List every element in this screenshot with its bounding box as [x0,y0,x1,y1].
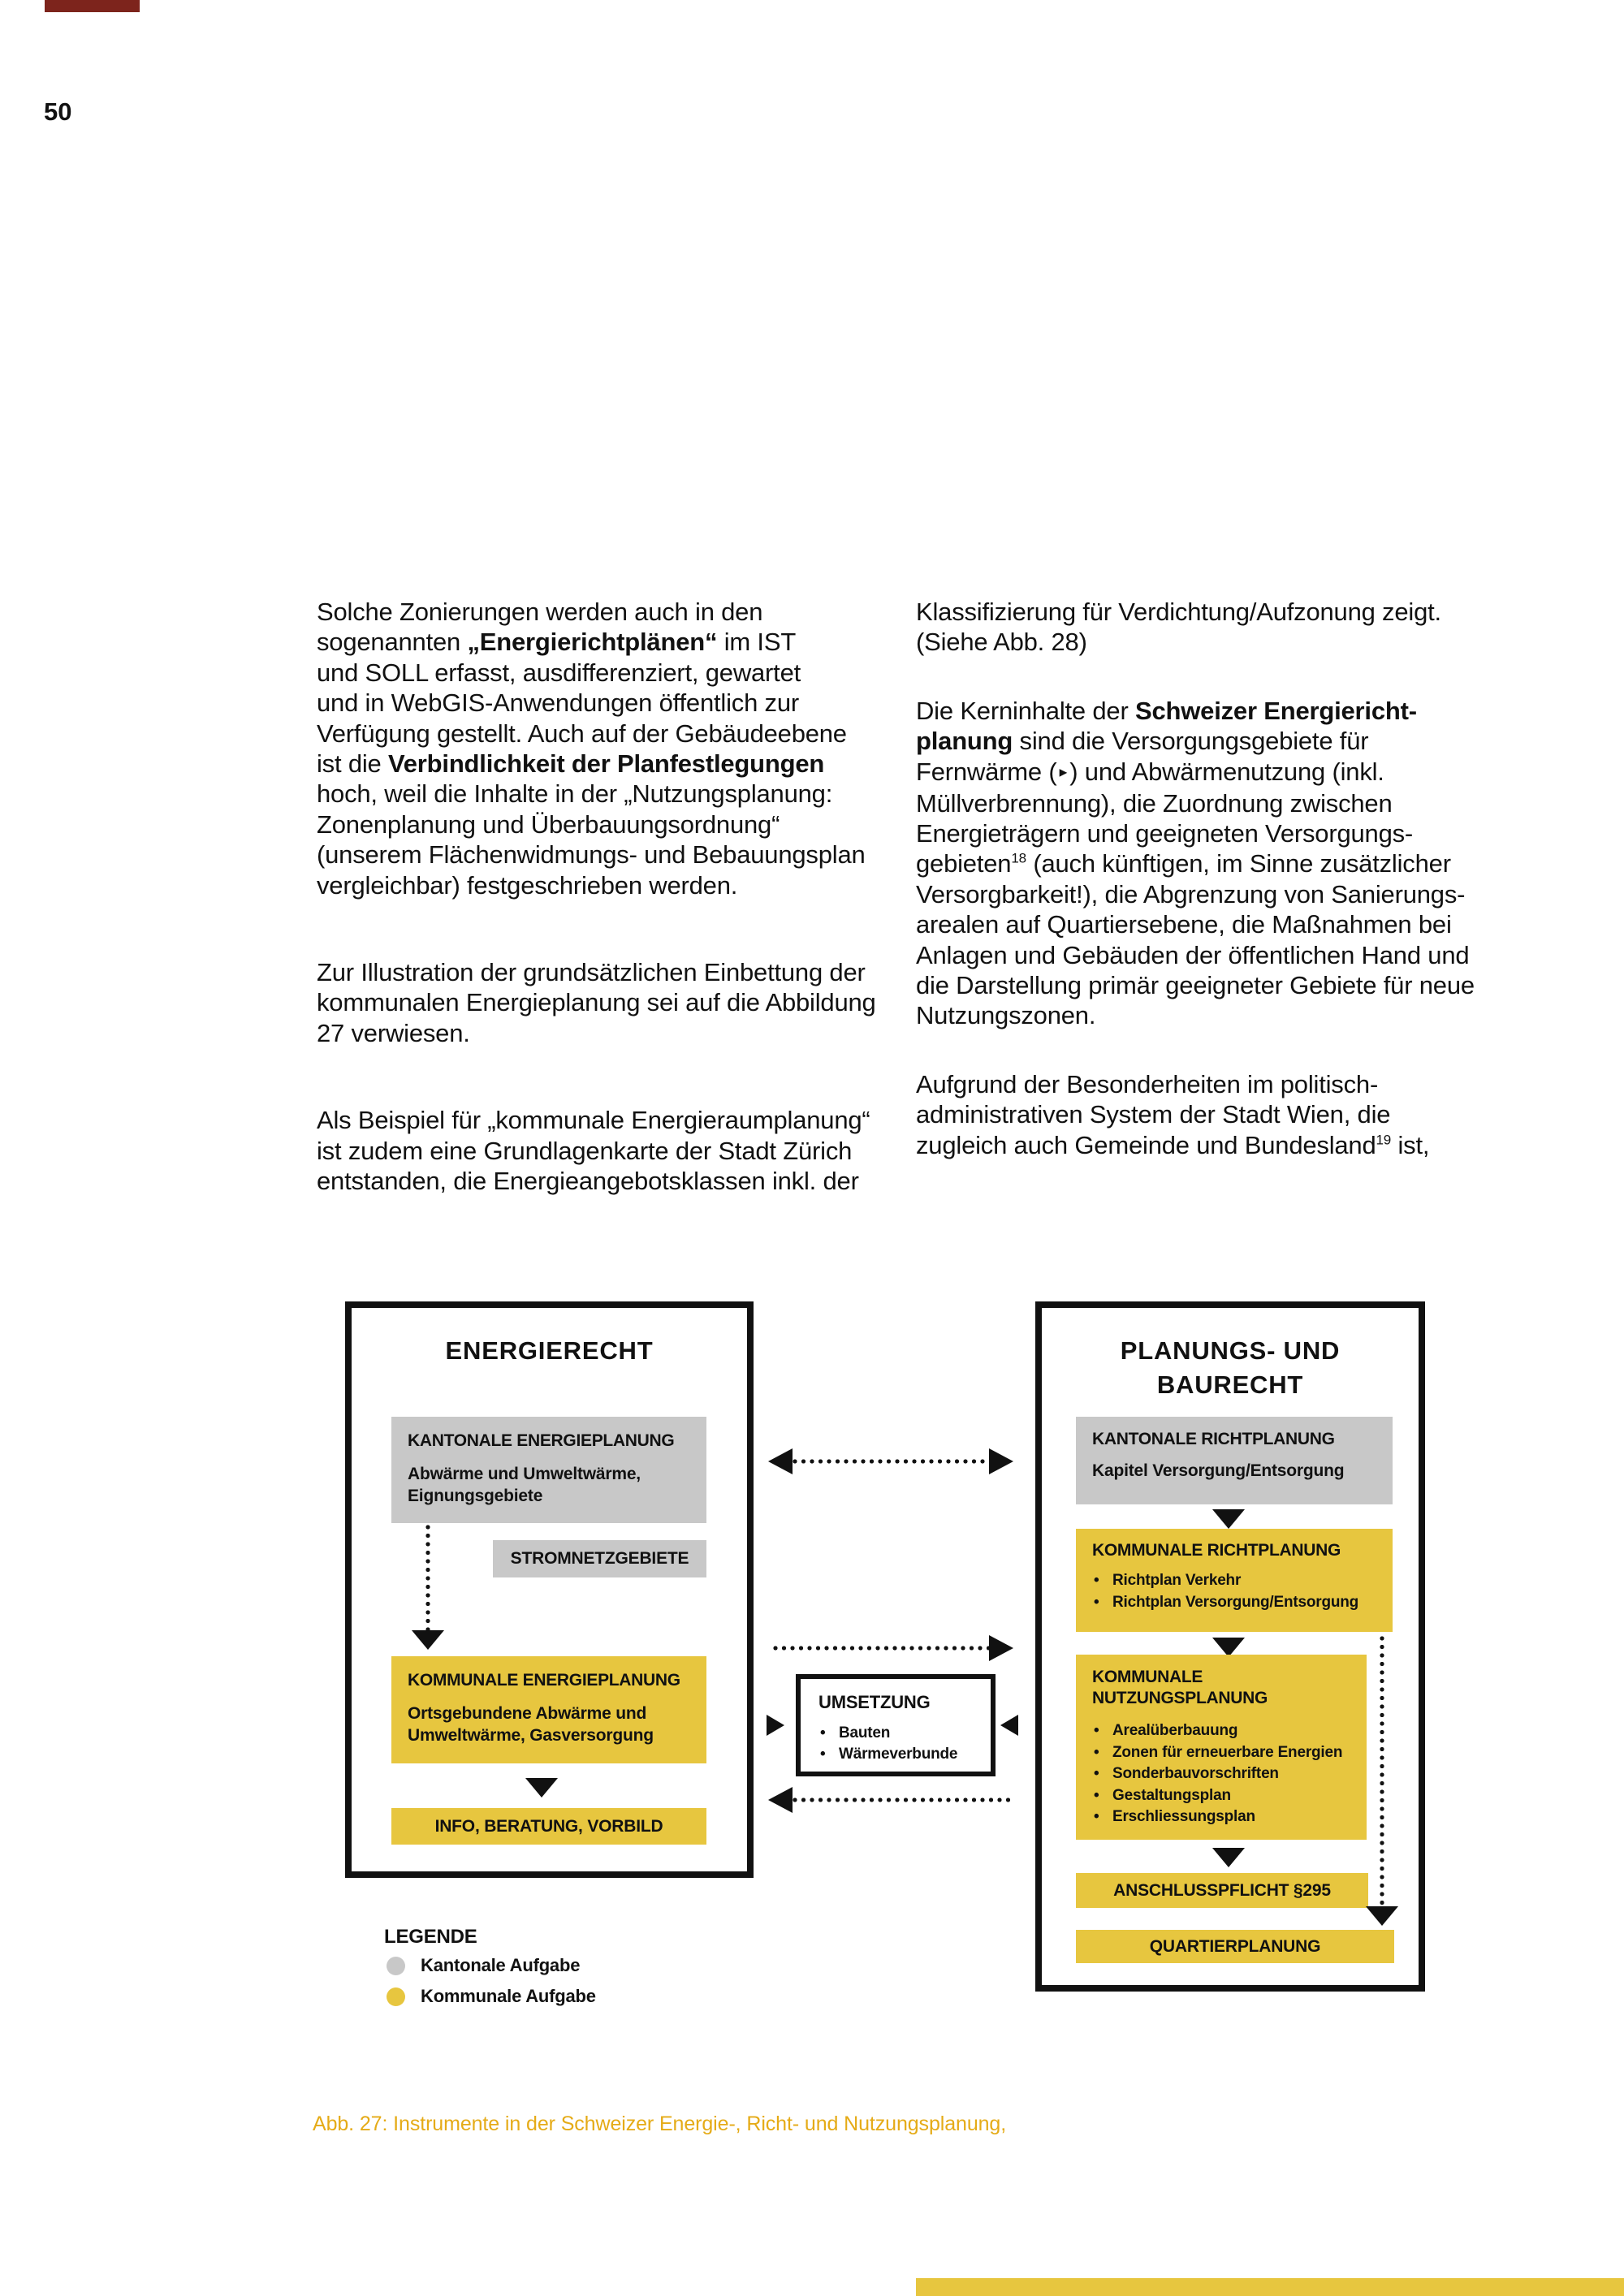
box-umsetzung [796,1674,996,1776]
paragraph: Die Kerninhalte der Schweizer Energiericht- planung sind die Versorgungsgebiete für Fernwärme (►) und Abwärmenutzung (inkl. Müllverbrennung), die Zuordnung zwischen Energieträgern und geeigneten Versorgungs- gebieten$^{18}$ (auch künftigen, im Sinne zusätzlicher Versorgbarkeit!), die Abgrenzung von Sanierungs- arealen auf Quartiersebene, die Maßnahmen bei Anlagen und Gebäuden der öffentlichen Hand und die Darstellung primär geeigneter Gebiete für neue Nutzungszonen. [916,696,1475,1030]
arrow-down-icon [1212,1509,1245,1529]
box-stromnetzgebiete: STROMNETZGEBIETE [493,1540,706,1577]
box-kantonale-richtplanung [1076,1417,1393,1504]
list-item: • Zonen für erneuerbare Energien [1092,1742,1350,1764]
kommunale-aufgabe-swatch [387,1987,405,2006]
box-title: KOMMUNALE RICHTPLANUNG [1092,1541,1341,1560]
box-title: KOMMUNALE NUTZUNGSPLANUNG [1092,1668,1268,1707]
box-kantonale-energieplanung [391,1417,706,1523]
box-body: Ortsgebundene Abwärme und Umweltwärme, Gasversorgung [408,1704,654,1745]
chapter-color-tab-top [45,0,140,12]
arrow-down-icon [525,1778,558,1798]
kantonale-aufgabe-swatch [387,1957,405,1975]
richtplan-list [1092,1570,1376,1613]
paragraph: Zur Illustration der grundsätzlichen Einbettung der kommunalen Energieplanung sei auf die Abbildung 27 verwiesen. [317,958,876,1047]
dotted-line [793,1798,1013,1802]
dotted-line [793,1459,989,1464]
chapter-color-bar-bottom [916,2278,1624,2296]
box-title: KOMMUNALE ENERGIEPLANUNG [408,1671,680,1690]
box-info-beratung-vorbild: INFO, BERATUNG, VORBILD [391,1808,706,1845]
box-title: KANTONALE ENERGIEPLANUNG [408,1431,675,1450]
legend-item [387,1955,580,1976]
paragraph: Aufgrund der Besonderheiten im politisch- administrativen System der Stadt Wien, die zugleich auch Gemeinde und Bundesland$^{19}$ ist, [916,1069,1430,1159]
paragraph: Solche Zonierungen werden auch in den sogenannten „Energierichtplänen“ im IST und SOLL erfasst, ausdifferenziert, gewartet und in WebGIS-Anwendungen öffentlich zur Verfügung gestellt. Auch auf der Gebäudeebene ist die Verbindlichkeit der Planfestlegungen hoch, weil die Inhalte in der „Nutzungsplanung: Zonenplanung und Überbauungsordnung“ (unserem Flächenwidmungs- und Bebauungsplan vergleichbar) festgeschrieben werden. [317,598,866,900]
list-item: • Bauten [818,1723,983,1744]
arrow-left-icon [768,1787,793,1813]
page-number: 50 [44,97,72,126]
text-column-left [317,597,926,1254]
figure-caption: Abb. 27: Instrumente in der Schweizer Energie-, Richt- und Nutzungsplanung, [313,2113,1007,2135]
arrow-down-icon [412,1630,444,1650]
arrow-right-icon [989,1635,1013,1661]
paragraph: Klassifizierung für Verdichtung/Aufzonung zeigt. (Siehe Abb. 28) [916,598,1441,657]
box-kommunale-richtplanung [1076,1529,1393,1632]
box-quartierplanung: QUARTIERPLANUNG [1076,1930,1394,1963]
box-kommunale-nutzungsplanung [1076,1655,1367,1840]
box-title: KANTONALE RICHTPLANUNG [1092,1430,1335,1448]
list-item: • Gestaltungsplan [1092,1785,1350,1807]
connector-umsetzung-left [768,1787,1013,1813]
arrow-right-icon [767,1715,784,1736]
connector-kantonal-bidirectional [768,1448,1013,1474]
umsetzung-list [818,1723,983,1765]
list-item: • Sonderbauvorschriften [1092,1763,1350,1785]
arrow-down-icon [1366,1906,1398,1926]
arrow-down-icon [1212,1848,1245,1867]
legend-label: Kommunale Aufgabe [421,1986,596,2006]
text-column-right [916,597,1533,1198]
list-item: • Richtplan Versorgung/Entsorgung [1092,1592,1376,1614]
connector-kommunal-right [773,1635,1013,1661]
panel-planungs-baurecht [1035,1301,1425,1992]
dotted-connector-vertical [425,1525,430,1630]
panel-energierecht [345,1301,754,1878]
dotted-line [773,1646,989,1651]
arrow-left-icon [768,1448,793,1474]
box-body: Abwärme und Umweltwärme, Eignungsgebiete [408,1465,641,1505]
legend-title: LEGENDE [384,1926,477,1948]
list-item: • Arealüberbauung [1092,1720,1350,1742]
box-body: Kapitel Versorgung/Entsorgung [1092,1461,1345,1480]
list-item: • Richtplan Verkehr [1092,1570,1376,1592]
panel-title: PLANUNGS- UND BAURECHT [1120,1336,1341,1399]
box-anschlusspflicht: ANSCHLUSSPFLICHT §295 [1076,1873,1368,1908]
list-item: • Wärmeverbunde [818,1744,983,1765]
box-title: UMSETZUNG [818,1692,931,1712]
list-item: • Erschliessungsplan [1092,1806,1350,1828]
legend-item [387,1986,596,2007]
panel-title: ENERGIERECHT [445,1336,654,1365]
arrow-right-icon [989,1448,1013,1474]
box-kommunale-energieplanung [391,1656,706,1763]
paragraph: Als Beispiel für „kommunale Energieraumplanung“ ist zudem eine Grundlagenkarte der Stadt Zürich entstanden, die Energieangebotsklassen inkl. der [317,1106,870,1196]
arrow-left-icon [1000,1715,1018,1736]
dotted-connector-vertical [1380,1636,1384,1906]
legend-label: Kantonale Aufgabe [421,1955,581,1975]
nutzungsplan-list [1092,1720,1350,1828]
